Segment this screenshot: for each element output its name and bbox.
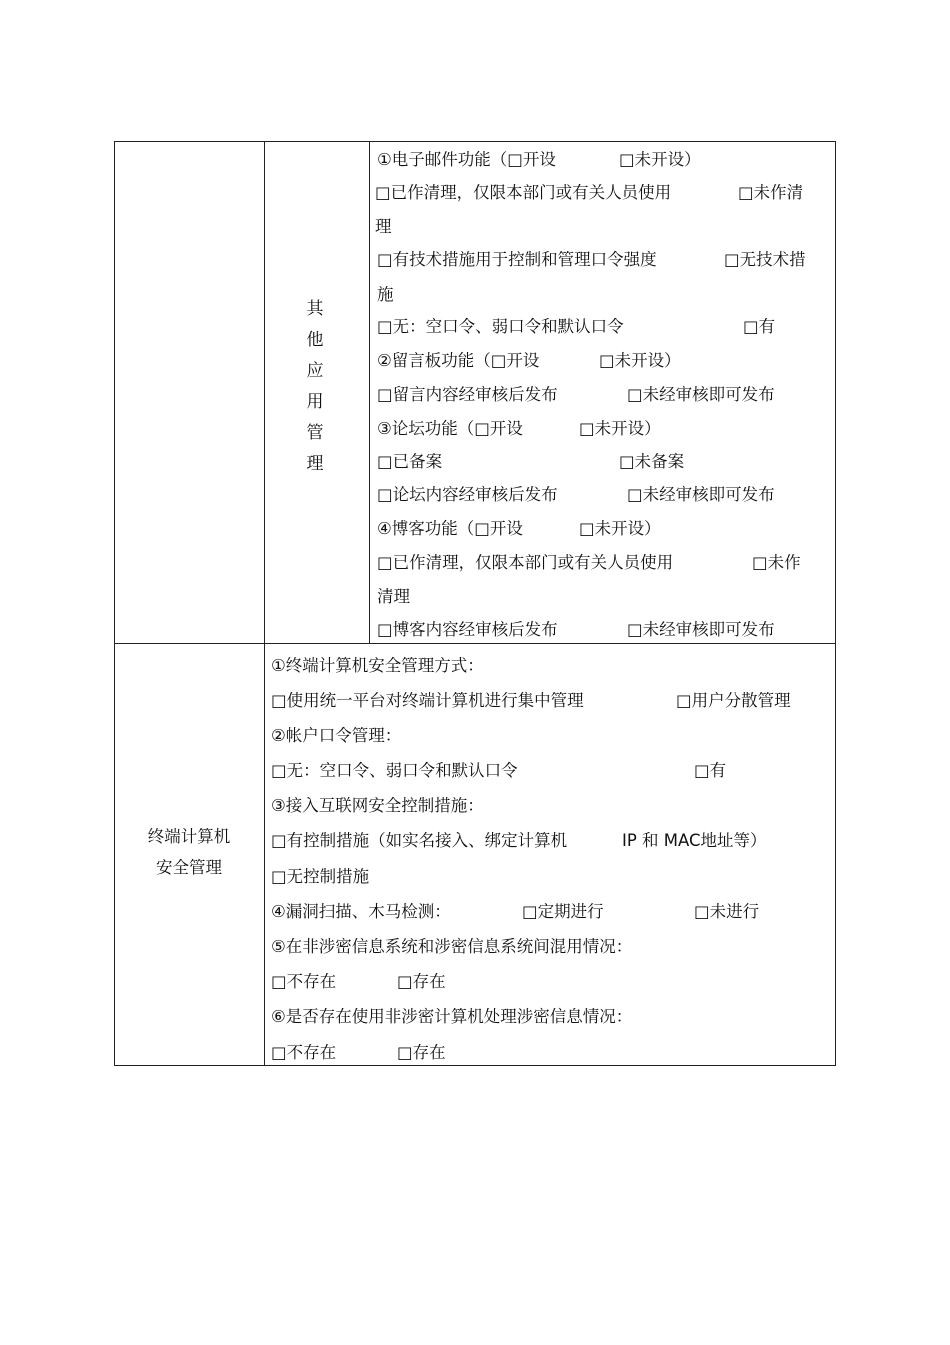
- option: ②留言板功能（□开设: [377, 351, 540, 370]
- line-b6-right: [622, 831, 767, 851]
- option: □已作清理，仅限本部门或有关人员使用: [377, 553, 674, 572]
- line-a10: [377, 452, 442, 472]
- line-a2: [375, 183, 671, 203]
- option: ④博客功能（□开设: [377, 519, 523, 538]
- option: □无：空口令、弱口令和默认口令: [271, 761, 518, 780]
- question: ④漏洞扫描、木马检测：: [271, 902, 451, 921]
- option: □存在: [397, 972, 446, 991]
- line-b8-mid: [522, 902, 604, 922]
- line-a12: [377, 519, 523, 539]
- line-a9: [377, 419, 523, 439]
- option: □有: [743, 317, 776, 336]
- option: □未作清: [738, 183, 804, 202]
- line-a11-right: [627, 485, 775, 505]
- line-a8: [377, 385, 558, 405]
- line-a8-right: [627, 385, 775, 405]
- line-a15: [377, 620, 558, 640]
- line-a2-right: [738, 183, 803, 203]
- line-a5: [377, 285, 394, 305]
- line-b8-right: [694, 902, 759, 922]
- option: □有技术措施用于控制和管理口令强度: [377, 250, 657, 269]
- line-b2: [271, 691, 584, 711]
- line-b2-right: [676, 691, 791, 711]
- line-b8: [271, 902, 451, 922]
- option: □使用统一平台对终端计算机进行集中管理: [271, 691, 584, 710]
- option: □未经审核即可发布: [627, 620, 775, 639]
- option: □无：空口令、弱口令和默认口令: [377, 317, 624, 336]
- option: □未备案: [619, 452, 685, 471]
- line-b10: [271, 972, 336, 992]
- line-b10-right: [397, 972, 446, 992]
- line-a4-right: [724, 250, 806, 270]
- line-a4: [377, 250, 657, 270]
- option: □未进行: [694, 902, 760, 921]
- option: □博客内容经审核后发布: [377, 620, 558, 639]
- line-a7-right: [599, 351, 681, 371]
- option: □未开设）: [619, 150, 701, 169]
- line-a10-right: [619, 452, 684, 472]
- question: ③接入互联网安全控制措施：: [271, 796, 484, 815]
- option: □未经审核即可发布: [627, 385, 775, 404]
- option: □不存在: [271, 972, 337, 991]
- line-b4: [271, 761, 518, 781]
- option: 施: [377, 285, 394, 304]
- form-table: [114, 141, 836, 1066]
- line-b11: [271, 1007, 632, 1027]
- question: ②帐户口令管理：: [271, 726, 402, 745]
- option: □有控制措施（如实名接入、绑定计算机: [271, 831, 568, 850]
- line-a9-right: [579, 419, 661, 439]
- line-b7: [271, 867, 369, 887]
- line-a1-right: [619, 150, 701, 170]
- option: □无控制措施: [271, 867, 370, 886]
- option: □用户分散管理: [676, 691, 791, 710]
- option: □留言内容经审核后发布: [377, 385, 558, 404]
- option: □未开设）: [599, 351, 681, 370]
- line-a13-right: [752, 553, 801, 573]
- line-b12-right: [397, 1043, 446, 1063]
- line-a15-right: [627, 620, 775, 640]
- line-a13: [377, 553, 673, 573]
- option: □已作清理，仅限本部门或有关人员使用: [375, 183, 672, 202]
- line-a12-right: [579, 519, 661, 539]
- line-a1: [377, 150, 556, 170]
- option: 理: [375, 217, 392, 236]
- option: □未经审核即可发布: [627, 485, 775, 504]
- option: □论坛内容经审核后发布: [377, 485, 558, 504]
- line-a11: [377, 485, 558, 505]
- line-b9: [271, 937, 632, 957]
- line-b1: [271, 656, 484, 676]
- line-a3: [375, 217, 392, 237]
- option: □未开设）: [579, 519, 661, 538]
- other-app-management-label: 其 他 应 用 管 理: [306, 299, 324, 474]
- question: ⑥是否存在使用非涉密计算机处理涉密信息情况：: [271, 1007, 633, 1026]
- option: □已备案: [377, 452, 443, 471]
- option: □不存在: [271, 1043, 337, 1062]
- option: □未作: [752, 553, 801, 572]
- line-a7: [377, 351, 539, 371]
- row-divider: [114, 643, 836, 644]
- line-a14: [377, 587, 410, 607]
- line-a6: [377, 317, 624, 337]
- option: □存在: [397, 1043, 446, 1062]
- line-b6: [271, 831, 567, 851]
- option: □定期进行: [522, 902, 604, 921]
- line-b3: [271, 726, 401, 746]
- question: ①终端计算机安全管理方式：: [271, 656, 484, 675]
- column-divider-1: [264, 141, 265, 1066]
- option: □未开设）: [579, 419, 661, 438]
- line-a6-right: [743, 317, 775, 337]
- option: 清理: [377, 587, 410, 606]
- option: □无技术措: [724, 250, 806, 269]
- question: ⑤在非涉密信息系统和涉密信息系统间混用情况：: [271, 937, 633, 956]
- option: ①电子邮件功能（□开设: [377, 150, 556, 169]
- line-b12: [271, 1043, 336, 1063]
- line-b5: [271, 796, 484, 816]
- terminal-security-label: 终端计算机 安全管理: [147, 827, 231, 877]
- option: ③论坛功能（□开设: [377, 419, 523, 438]
- column-divider-2: [369, 141, 370, 644]
- option: IP 和 MAC地址等）: [622, 831, 767, 850]
- option: □有: [694, 761, 727, 780]
- line-b4-right: [694, 761, 726, 781]
